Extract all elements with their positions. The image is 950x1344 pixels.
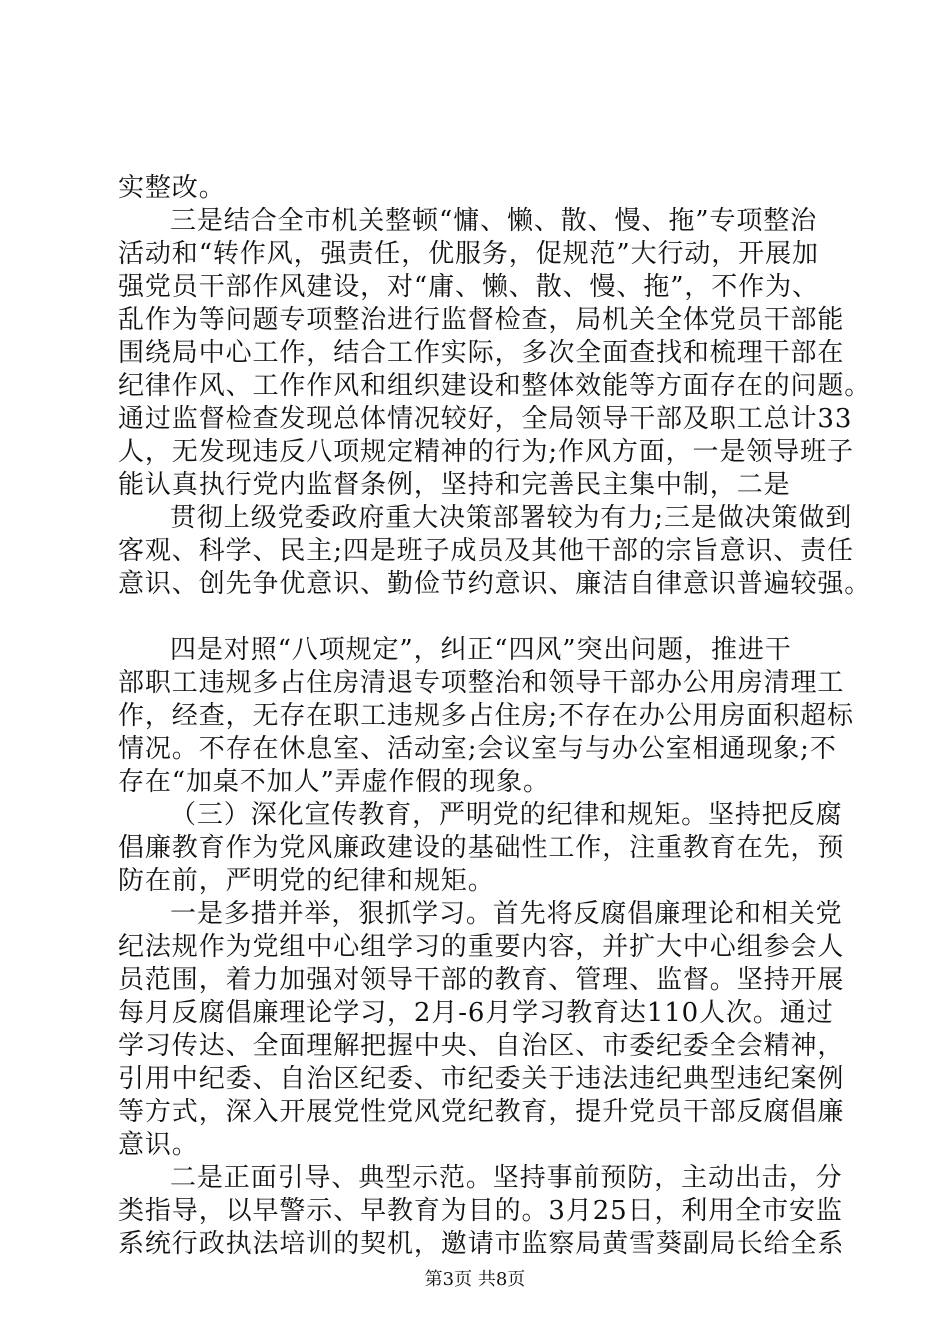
text-line: 实整改。 (118, 173, 226, 203)
page-number-footer: 第3页 共8页 (424, 1269, 526, 1290)
text-line: 引用中纪委、自治区纪委、市纪委关于违法违纪典型违纪案例 (118, 1064, 845, 1094)
text-line: 强党员干部作风建设，对“庸、懒、散、慢、拖”，不作为、 (118, 272, 819, 302)
text-line: 二是正面引导、典型示范。坚持事前预防，主动出击，分 (170, 1163, 843, 1193)
text-line: 通过监督检查发现总体情况较好，全局领导干部及职工总计33 (118, 404, 853, 434)
text-line: 活动和“转作风，强责任，优服务，促规范”大行动，开展加 (118, 239, 819, 269)
text-line: 贯彻上级党委政府重大决策部署较为有力;三是做决策做到 (170, 503, 853, 533)
text-line: 类指导，以早警示、早教育为目的。3月25日，利用全市安监 (118, 1196, 843, 1226)
text-line: 人，无发现违反八项规定精神的行为;作风方面，一是领导班子 (118, 437, 854, 467)
text-line: 纪律作风、工作作风和组织建设和整体效能等方面存在的问题。 (118, 371, 872, 401)
text-line: 乱作为等问题专项整治进行监督检查，局机关全体党员干部能 (118, 305, 845, 335)
section-heading-line: （三）深化宣传教育，严明党的纪律和规矩。坚持把反腐 (170, 800, 843, 830)
text-line: 等方式，深入开展党性党风党纪教育，提升党员干部反腐倡廉 (118, 1097, 845, 1127)
text-line: 作，经查，无存在职工违规多占住房;不存在办公用房面积超标 (118, 701, 854, 731)
text-line: 每月反腐倡廉理论学习，2月-6月学习教育达110人次。通过 (118, 998, 834, 1028)
text-line: 部职工违规多占住房清退专项整治和领导干部办公用房清理工 (118, 668, 845, 698)
text-line: 存在“加桌不加人”弄虚作假的现象。 (118, 767, 550, 797)
text-line: 系统行政执法培训的契机，邀请市监察局黄雪葵副局长给全系 (118, 1229, 845, 1259)
text-line: 意识。 (118, 1130, 199, 1160)
text-line: 倡廉教育作为党风廉政建设的基础性工作，注重教育在先，预 (118, 833, 845, 863)
text-line: 围绕局中心工作，结合工作实际，多次全面查找和梳理干部在 (118, 338, 845, 368)
text-line: 员范围，着力加强对领导干部的教育、管理、监督。坚持开展 (118, 965, 845, 995)
text-line: 学习传达、全面理解把握中央、自治区、市委纪委全会精神， (118, 1031, 845, 1061)
text-line: 四是对照“八项规定”，纠正“四风”突出问题，推进干 (170, 635, 792, 665)
text-line: 纪法规作为党组中心组学习的重要内容，并扩大中心组参会人 (118, 932, 845, 962)
paragraph-gap (118, 601, 858, 634)
text-line: 意识、创先争优意识、勤俭节约意识、廉洁自律意识普遍较强。 (118, 569, 872, 599)
text-line: 情况。不存在休息室、活动室;会议室与与办公室相通现象;不 (118, 734, 837, 764)
text-line: 防在前，严明党的纪律和规矩。 (118, 866, 495, 896)
document-body (118, 172, 872, 1261)
text-line: 能认真执行党内监督条例，坚持和完善民主集中制，二是 (118, 470, 791, 500)
text-line: 一是多措并举，狠抓学习。首先将反腐倡廉理论和相关党 (170, 899, 843, 929)
text-line: 三是结合全市机关整顿“慵、懒、散、慢、拖”专项整治 (170, 206, 818, 236)
text-line: 客观、科学、民主;四是班子成员及其他干部的宗旨意识、责任 (118, 536, 854, 566)
